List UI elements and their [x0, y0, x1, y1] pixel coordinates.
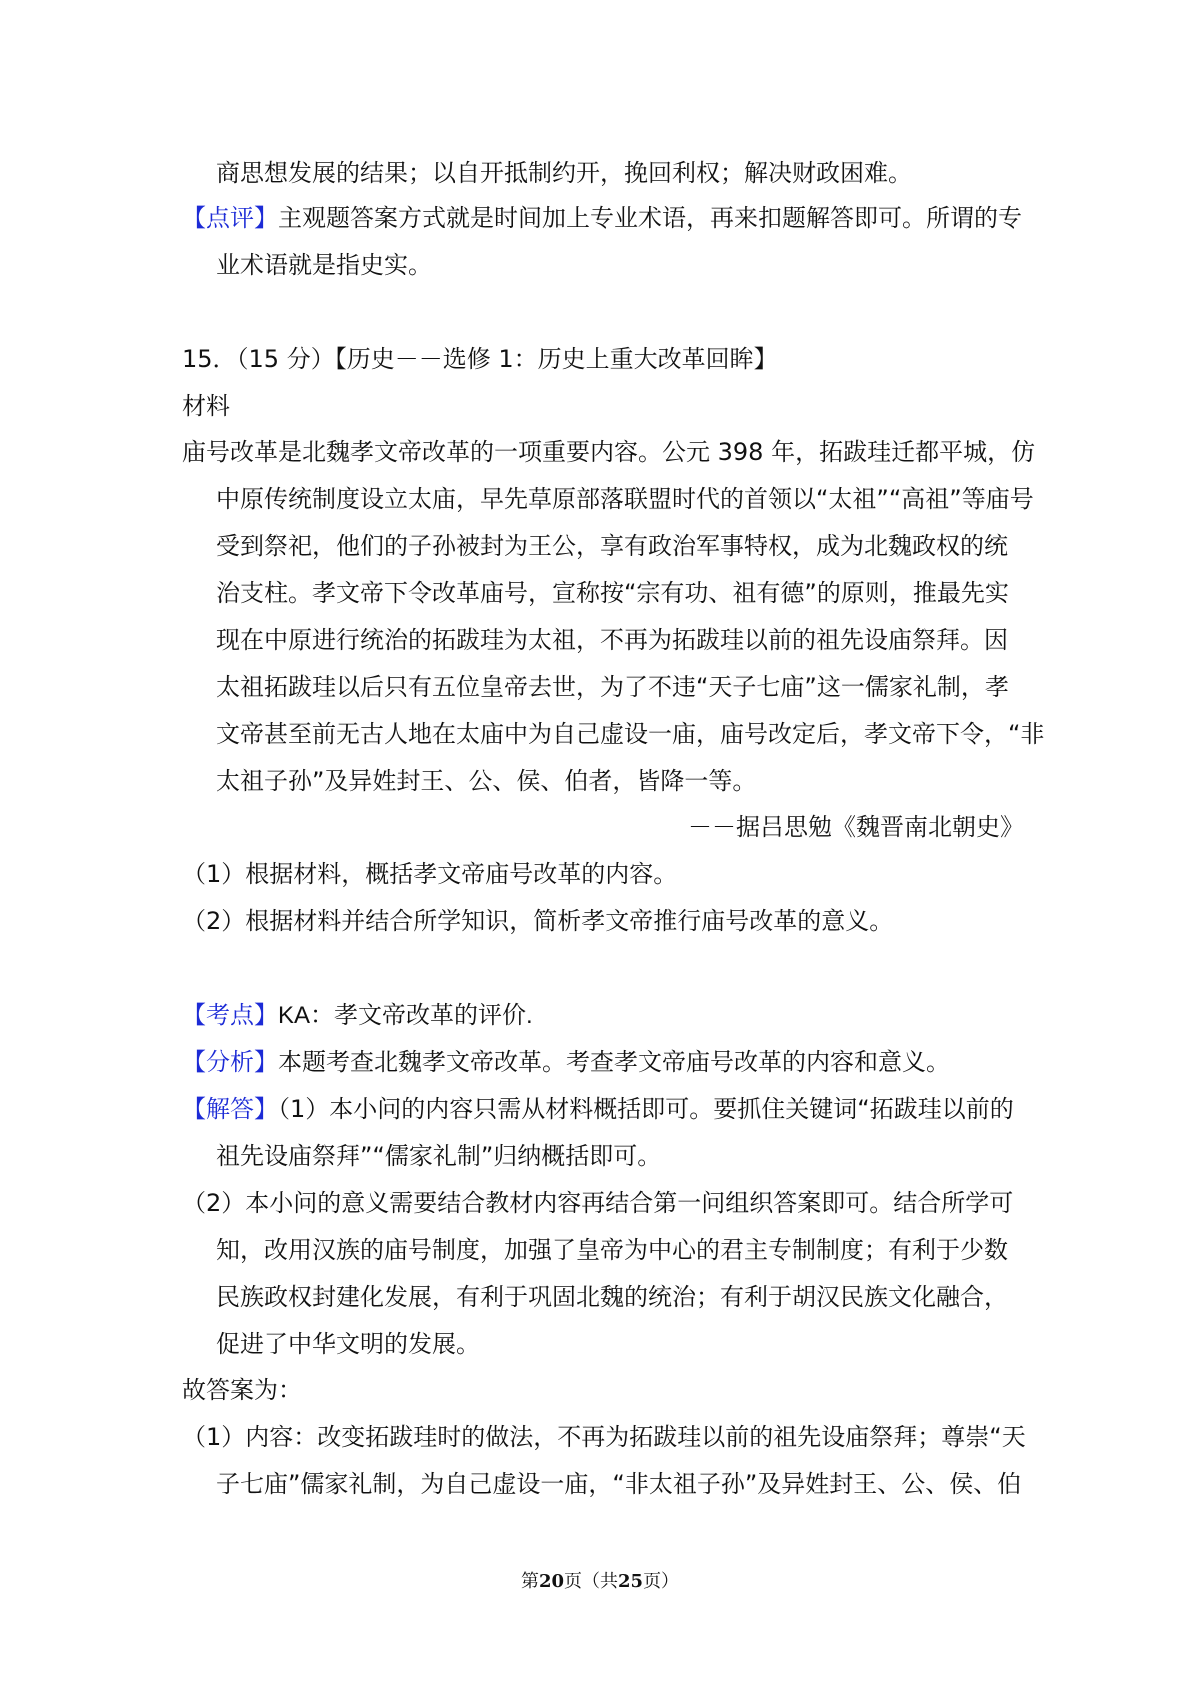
- fenxi-line: [182, 1047, 950, 1077]
- footer-post: 页）: [643, 1571, 680, 1592]
- part2-line: 知，改用汉族的庙号制度，加强了皇帝为中心的君主专制制度；有利于少数: [216, 1236, 1008, 1264]
- answer-label: 故答案为：: [182, 1376, 302, 1404]
- material-line: 治支柱。孝文帝下令改革庙号，宣称按“宗有功、祖有德”的原则，推最先实: [216, 579, 1009, 607]
- material-line: 文帝甚至前无古人地在太庙中为自己虚设一庙，庙号改定后，孝文帝下令，“非: [216, 720, 1045, 748]
- material-line: 庙号改革是北魏孝文帝改革的一项重要内容。公元 398 年，拓跋珪迁都平城，仿: [182, 438, 1036, 466]
- answer-continuation: 商思想发展的结果；以自开抵制约开，挽回利权；解决财政困难。: [216, 159, 912, 187]
- kaodian-tag: 【考点】: [182, 1001, 278, 1029]
- review-tag: 【点评】: [182, 204, 278, 232]
- material-line: 现在中原进行统治的拓跋珪为太祖，不再为拓跋珪以前的祖先设庙祭拜。因: [216, 626, 1008, 654]
- kaodian-line: [182, 1000, 533, 1031]
- answer-line: 子七庙”儒家礼制，为自己虚设一庙，“非太祖子孙”及异姓封王、公、侯、伯: [216, 1470, 1022, 1498]
- fenxi-text: 本题考查北魏孝文帝改革。考查孝文帝庙号改革的内容和意义。: [278, 1048, 950, 1076]
- review-text: 主观题答案方式就是时间加上专业术语，再来扣题解答即可。所谓的专: [278, 204, 1022, 232]
- jieda-tag: 【解答】: [182, 1095, 278, 1123]
- total-pages: 25: [618, 1571, 644, 1592]
- material-label: 材料: [182, 392, 230, 420]
- footer-mid: 页（共: [564, 1571, 618, 1592]
- question-header: 15．（15 分）【历史－－选修 1：历史上重大改革回眸】: [182, 345, 778, 373]
- part2-line: （2）本小问的意义需要结合教材内容再结合第一问组织答案即可。结合所学可: [182, 1189, 1014, 1217]
- sub-question-2: （2）根据材料并结合所学知识，简析孝文帝推行庙号改革的意义。: [182, 907, 894, 935]
- review-line-1: [182, 203, 1022, 233]
- part2-line: 民族政权封建化发展，有利于巩固北魏的统治；有利于胡汉民族文化融合，: [216, 1283, 1008, 1311]
- jieda-line-1: [182, 1094, 1014, 1124]
- answer-line: （1）内容：改变拓跋珪时的做法，不再为拓跋珪以前的祖先设庙祭拜；尊崇“天: [182, 1423, 1026, 1451]
- sub-question-1: （1）根据材料，概括孝文帝庙号改革的内容。: [182, 860, 678, 888]
- material-line: 中原传统制度设立太庙，早先草原部落联盟时代的首领以“太祖”“高祖”等庙号: [216, 485, 1034, 513]
- material-source: －－据吕思勉《魏晋南北朝史》: [688, 813, 1024, 841]
- material-line: 受到祭祀，他们的子孙被封为王公，享有政治军事特权，成为北魏政权的统: [216, 532, 1008, 560]
- page-number: 20: [538, 1571, 564, 1592]
- page-footer: [0, 1570, 1200, 1594]
- material-line: 太祖拓跋珪以后只有五位皇帝去世，为了不违“天子七庙”这一儒家礼制，孝: [216, 673, 1009, 701]
- material-line: 太祖子孙”及异姓封王、公、侯、伯者，皆降一等。: [216, 767, 757, 795]
- jieda-line-2: 祖先设庙祭拜”“儒家礼制”归纳概括即可。: [216, 1142, 662, 1170]
- part2-line: 促进了中华文明的发展。: [216, 1330, 480, 1358]
- review-line-2: 业术语就是指史实。: [216, 251, 432, 279]
- footer-pre: 第: [520, 1571, 539, 1592]
- jieda-text: （1）本小问的内容只需从材料概括即可。要抓住关键词“拓跋珪以前的: [278, 1095, 1014, 1123]
- kaodian-text: KA：孝文帝改革的评价.: [278, 1002, 533, 1029]
- fenxi-tag: 【分析】: [182, 1048, 278, 1076]
